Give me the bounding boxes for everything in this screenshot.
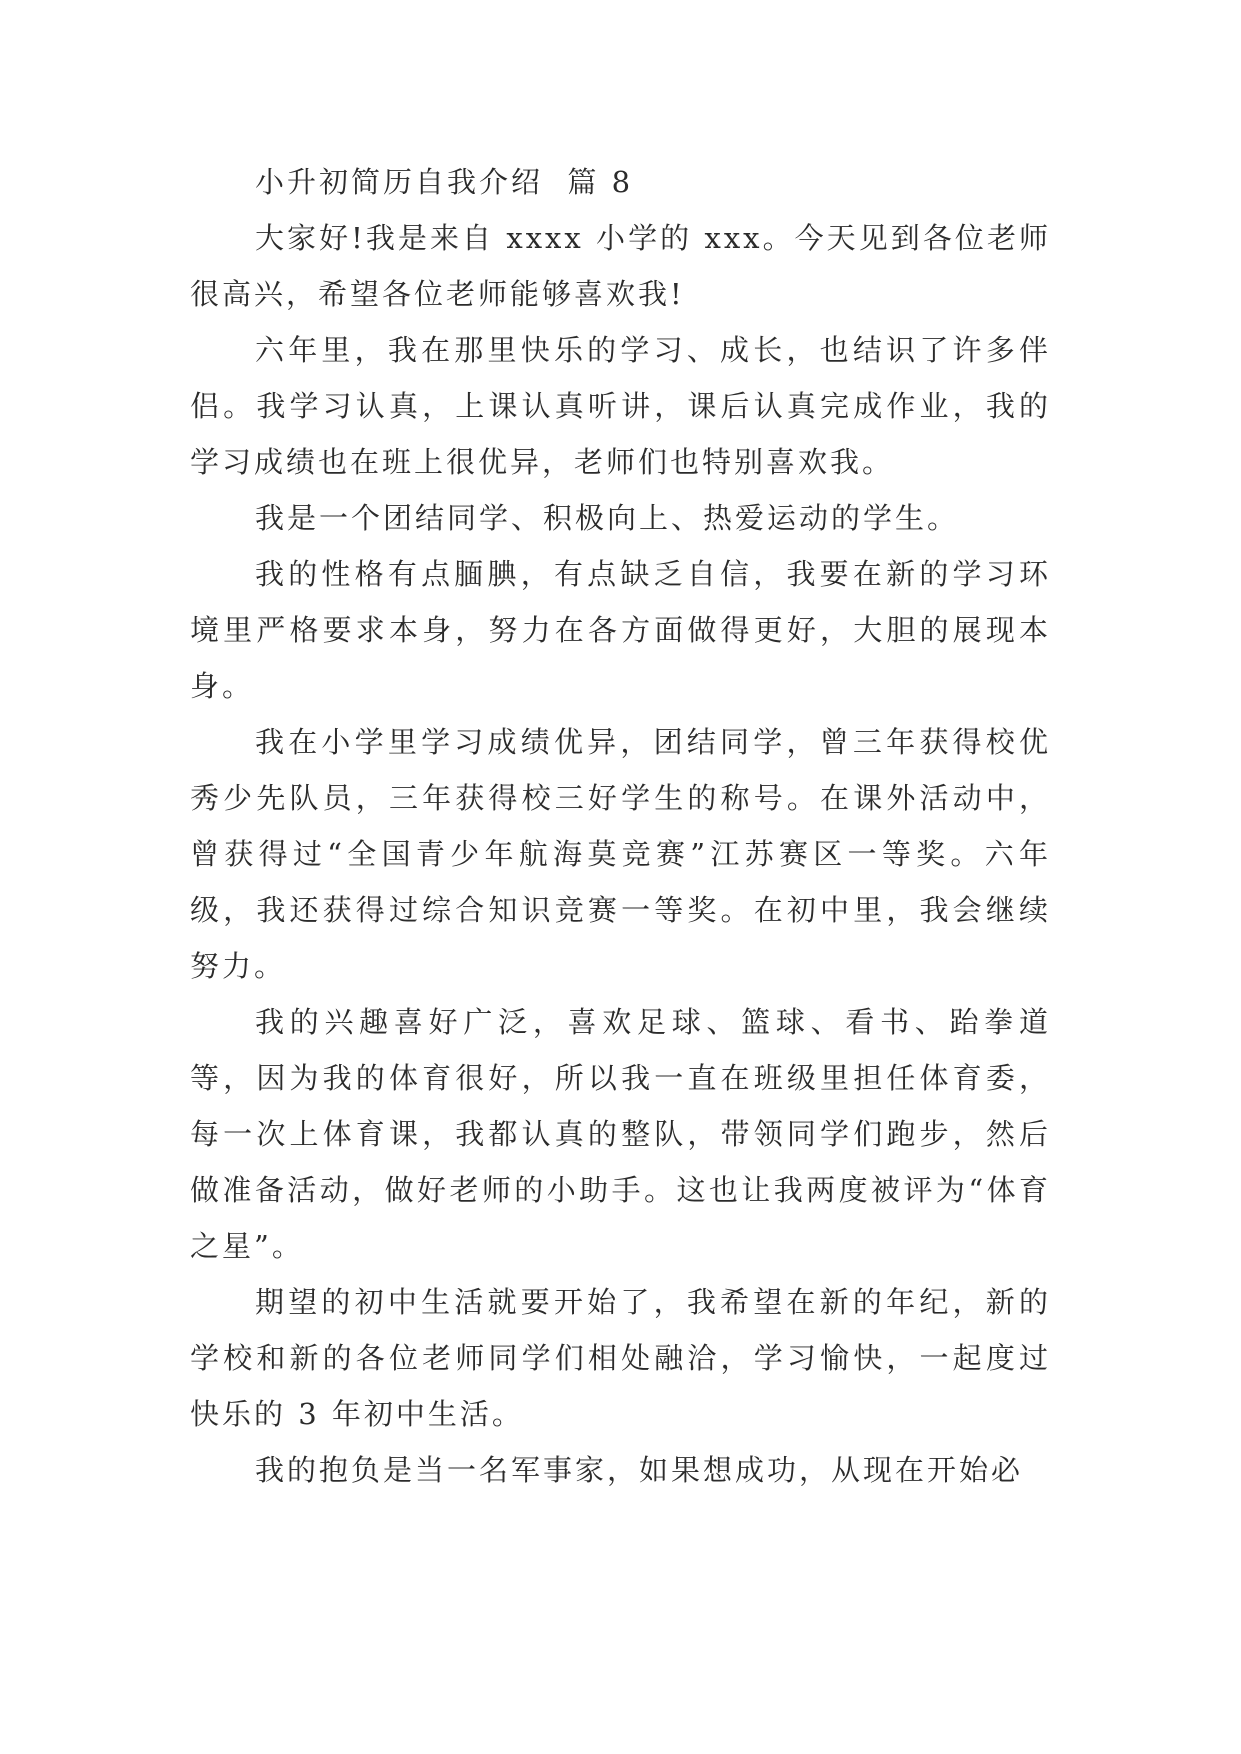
paragraph-greeting: 大家好!我是来自 xxxx 小学的 xxx。今天见到各位老师很高兴，希望各位老师能够喜欢我! (190, 221, 1051, 311)
paragraph-ambition: 我的抱负是当一名军事家，如果想成功，从现在开始必 (255, 1453, 1024, 1487)
paragraph-achievements: 我在小学里学习成绩优异，团结同学，曾三年获得校优秀少先队员，三年获得校三好学生的称号。在课外活动中，曾获得过“全国青少年航海莫竞赛”江苏赛区一等奖。六年级，我还获得过综合知识竞赛一等奖。在初中里，我会继续努力。 (190, 725, 1051, 983)
paragraph-character: 我是一个团结同学、积极向上、热爱运动的学生。 (255, 501, 960, 535)
paragraph-hobbies: 我的兴趣喜好广泛，喜欢足球、篮球、看书、跆拳道等，因为我的体育很好，所以我一直在班级里担任体育委，每一次上体育课，我都认真的整队，带领同学们跑步，然后做准备活动，做好老师的小助手。这也让我两度被评为“体育之星”。 (190, 1005, 1051, 1263)
section-heading: 小升初简历自我介绍 篇 8 (255, 165, 634, 199)
document-body (190, 154, 1051, 1498)
paragraph-six-years: 六年里，我在那里快乐的学习、成长，也结识了许多伴侣。我学习认真，上课认真听讲，课后认真完成作业，我的学习成绩也在班上很优异，老师们也特别喜欢我。 (190, 333, 1051, 479)
paragraph-personality: 我的性格有点腼腆，有点缺乏自信，我要在新的学习环境里严格要求本身，努力在各方面做得更好，大胆的展现本身。 (190, 557, 1051, 703)
paragraph-expectations: 期望的初中生活就要开始了，我希望在新的年纪，新的学校和新的各位老师同学们相处融洽，学习愉快，一起度过快乐的 3 年初中生活。 (190, 1285, 1051, 1431)
